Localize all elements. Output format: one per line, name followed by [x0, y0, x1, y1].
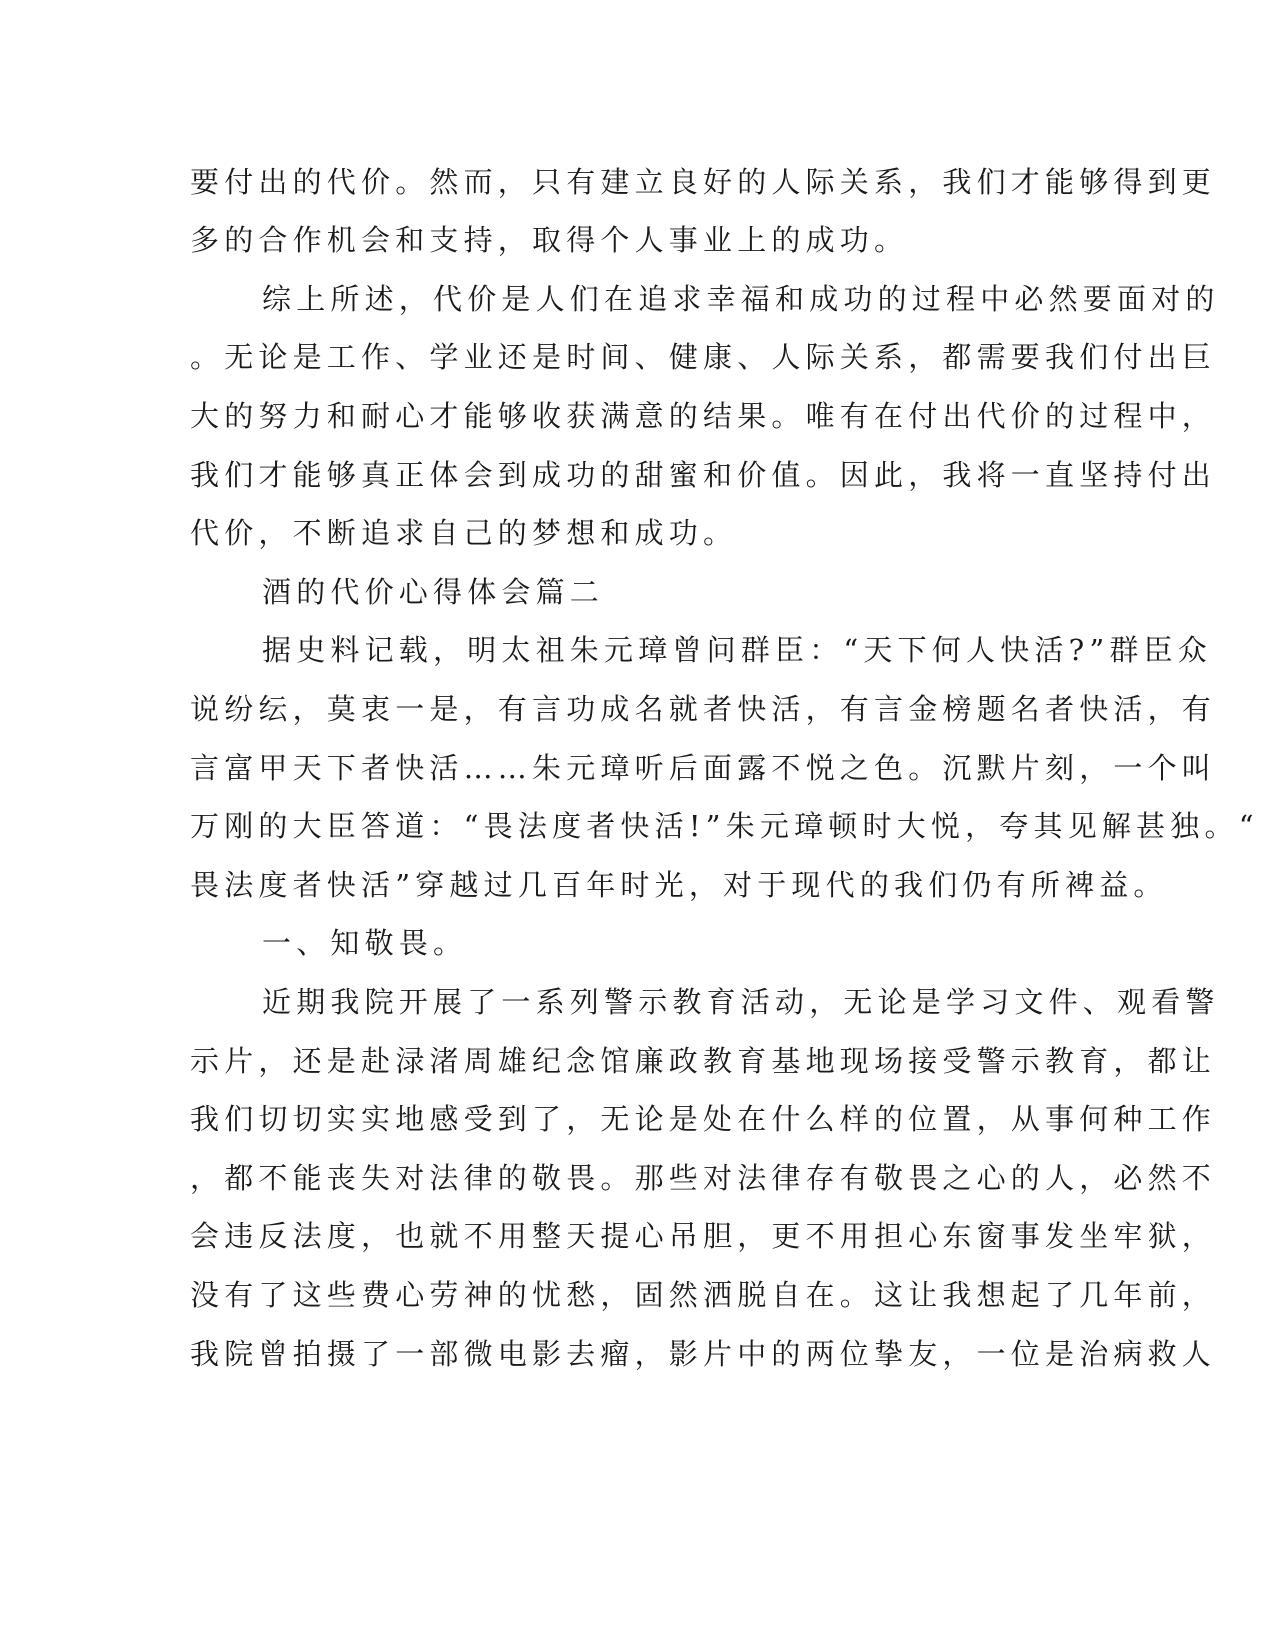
text-line: 我院曾拍摄了一部微电影去瘤，影片中的两位挚友，一位是治病救人 [190, 1337, 1217, 1371]
text-line: ，都不能丧失对法律的敬畏。那些对法律存有敬畏之心的人，必然不 [190, 1161, 1217, 1195]
section-heading: 酒的代价心得体会篇二 [262, 575, 605, 609]
text-line: 畏法度者快活”穿越过几百年时光，对于现代的我们仍有所裨益。 [190, 868, 1168, 902]
text-line: 言富甲天下者快活……朱元璋听后面露不悦之色。沉默片刻，一个叫 [190, 751, 1217, 785]
text-line: 大的努力和耐心才能够收获满意的结果。唯有在付出代价的过程中， [190, 399, 1217, 433]
text-line: 要付出的代价。然而，只有建立良好的人际关系，我们才能够得到更 [190, 165, 1217, 199]
text-line: 多的合作机会和支持，取得个人事业上的成功。 [190, 223, 909, 257]
text-line: 代价，不断追求自己的梦想和成功。 [190, 516, 738, 550]
text-line: 说纷纭，莫衷一是，有言功成名就者快活，有言金榜题名者快活，有 [190, 692, 1217, 726]
text-line: 近期我院开展了一系列警示教育活动，无论是学习文件、观看警 [262, 985, 1220, 1019]
text-line: 示片，还是赴渌渚周雄纪念馆廉政教育基地现场接受警示教育，都让 [190, 1044, 1217, 1078]
text-line: 我们才能够真正体会到成功的甜蜜和价值。因此，我将一直坚持付出 [190, 458, 1217, 492]
text-line: 我们切切实实地感受到了，无论是处在什么样的位置，从事何种工作 [190, 1102, 1217, 1136]
text-line: 万刚的大臣答道：“畏法度者快活!”朱元璋顿时大悦，夸其见解甚独。“ [190, 809, 1259, 843]
text-line: 会违反法度，也就不用整天提心吊胆，更不用担心东窗事发坐牢狱， [190, 1219, 1217, 1253]
text-line: 没有了这些费心劳神的忧愁，固然洒脱自在。这让我想起了几年前， [190, 1278, 1217, 1312]
text-line: 据史料记载，明太祖朱元璋曾问群臣：“天下何人快活?”群臣众 [262, 633, 1213, 667]
text-line: 综上所述，代价是人们在追求幸福和成功的过程中必然要面对的 [262, 282, 1220, 316]
text-line: 。无论是工作、学业还是时间、健康、人际关系，都需要我们付出巨 [190, 340, 1217, 374]
subsection-heading: 一、知敬畏。 [262, 926, 468, 960]
